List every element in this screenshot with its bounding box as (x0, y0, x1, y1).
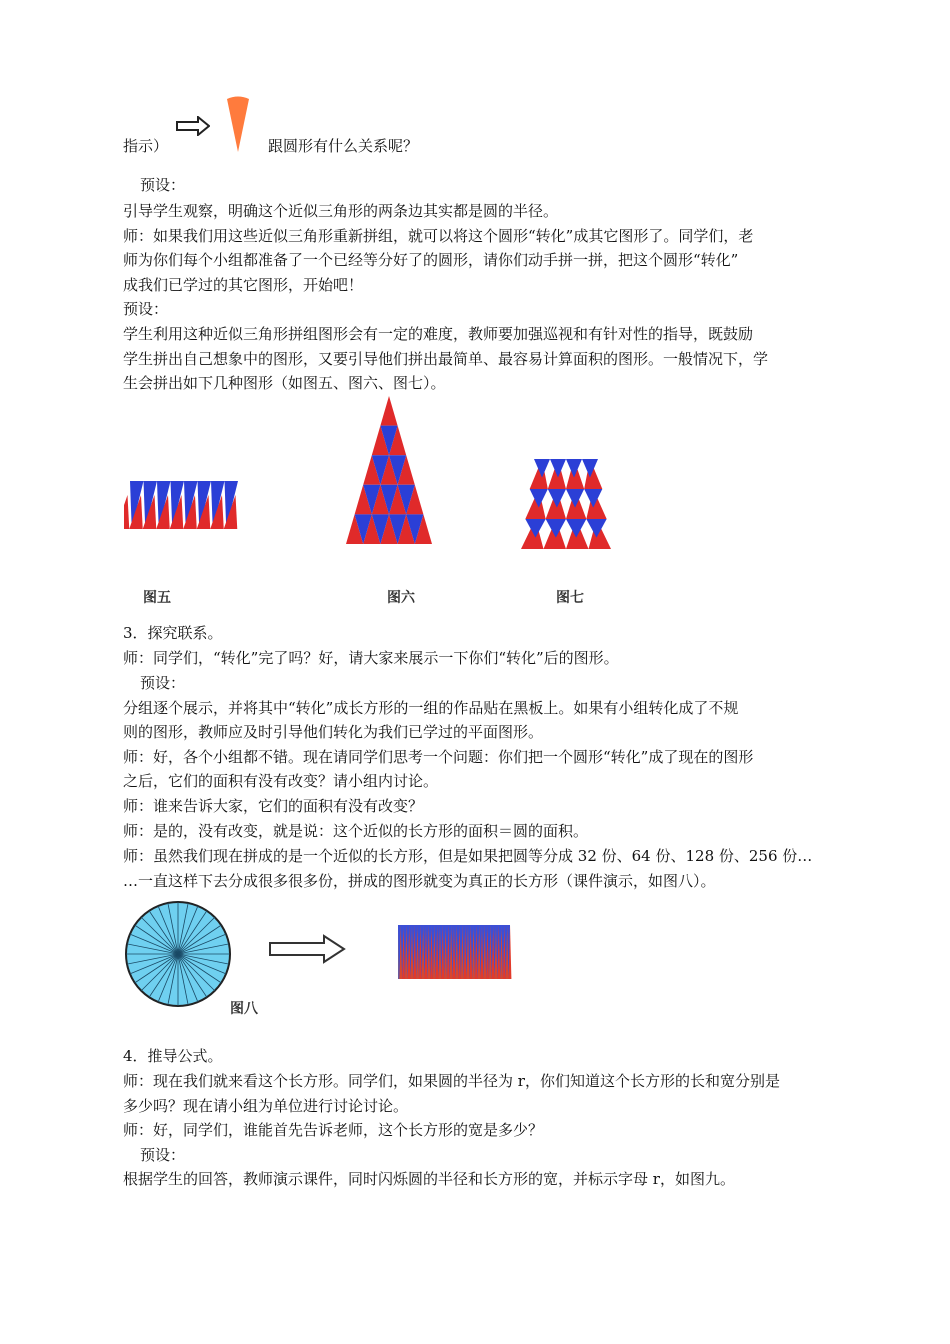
right-arrow-icon (176, 116, 210, 136)
blue-sector (546, 519, 566, 538)
text-line: 学生拼出自己想象中的图形，又要引导他们拼出最简单、最容易计算面积的图形。一般情况下，学 (123, 350, 769, 368)
red-sector (380, 396, 397, 426)
right-arrow-icon (268, 934, 346, 964)
figure-6-triangle (345, 396, 433, 546)
text-line: 师为你们每个小组都准备了一个已经等分好了的圆形，请你们动手拼一拼，把这个圆形“转化” (123, 251, 739, 269)
figure-8-rectangle (396, 924, 512, 980)
blue-sector (566, 459, 582, 478)
text-line: 之后，它们的面积有没有改变？请小组内讨论。 (123, 772, 439, 790)
text-line: 师：现在我们就来看这个长方形。同学们，如果圆的半径为 r，你们知道这个长方形的长和宽分别是 (123, 1072, 780, 1090)
text-line: 师：是的，没有改变，就是说：这个近似的长方形的面积＝圆的面积。 (123, 822, 589, 840)
figure-8-label: 图八 (230, 1001, 258, 1017)
text-line: 预设： (140, 674, 186, 692)
red-sector (124, 495, 129, 529)
figure-8-circle (122, 898, 234, 1010)
sector-icon (226, 96, 250, 154)
text-line: 引导学生观察，明确这个近似三角形的两条边其实都是圆的半径。 (123, 202, 559, 220)
text-line: …一直这样下去分成很多很多份，拼成的图形就变为真正的长方形（课件演示，如图八）。 (123, 872, 716, 890)
text-line: 分组逐个展示，并将其中“转化”成长方形的一组的作品贴在黑板上。如果有小组转化成了不规 (123, 699, 739, 717)
figure-6-label: 图六 (387, 590, 415, 606)
figure-7-label: 图七 (556, 590, 584, 606)
text-line: 根据学生的回答，教师演示课件，同时闪烁圆的半径和长方形的宽，并标示字母 r，如图九。 (123, 1170, 735, 1188)
figure-5-label: 图五 (143, 590, 171, 606)
text-line: 3．探究联系。 (123, 624, 223, 642)
text-line: 预设： (140, 1146, 186, 1164)
text-line: 师：如果我们用这些近似三角形重新拼组，就可以将这个圆形“转化”成其它图形了。同学们，老 (123, 227, 754, 245)
text-line: 多少吗？现在请小组为单位进行讨论讨论。 (123, 1097, 409, 1115)
text-line: 4．推导公式。 (123, 1047, 223, 1065)
blue-sector (550, 459, 566, 478)
figure-5-parallelogram (124, 478, 240, 532)
text-line: 师：好，同学们，谁能首先告诉老师，这个长方形的宽是多少？ (123, 1121, 544, 1139)
text-line: 师：谁来告诉大家，它们的面积有没有改变？ (123, 797, 424, 815)
text-line: 成我们已学过的其它图形，开始吧！ (123, 276, 364, 294)
text-line: 预设： (140, 176, 186, 194)
text-line: 则的图形，教师应及时引导他们转化为我们已学过的平面图形。 (123, 723, 544, 741)
top-prefix: 指示） (123, 137, 169, 155)
text-line: 师：同学们，“转化”完了吗？好，请大家来展示一下你们“转化”后的图形。 (123, 649, 619, 667)
text-line: 师：虽然我们现在拼成的是一个近似的长方形，但是如果把圆等分成 32 份、64 份、128 份、256 份… (123, 847, 813, 865)
blue-sector (566, 519, 586, 538)
top-suffix: 跟圆形有什么关系呢？ (268, 137, 419, 155)
text-line: 师：好，各个小组都不错。现在请同学们思考一个问题：你们把一个圆形“转化”成了现在的图形 (123, 748, 754, 766)
text-line: 学生利用这种近似三角形拼组图形会有一定的难度，教师要加强巡视和有针对性的指导，既鼓励 (123, 325, 754, 343)
text-line: 生会拼出如下几种图形（如图五、图六、图七）。 (123, 374, 446, 392)
blue-sector (548, 489, 566, 508)
text-line: 预设： (123, 300, 169, 318)
figure-7-trapezoid (520, 456, 612, 552)
blue-sector (566, 489, 584, 508)
